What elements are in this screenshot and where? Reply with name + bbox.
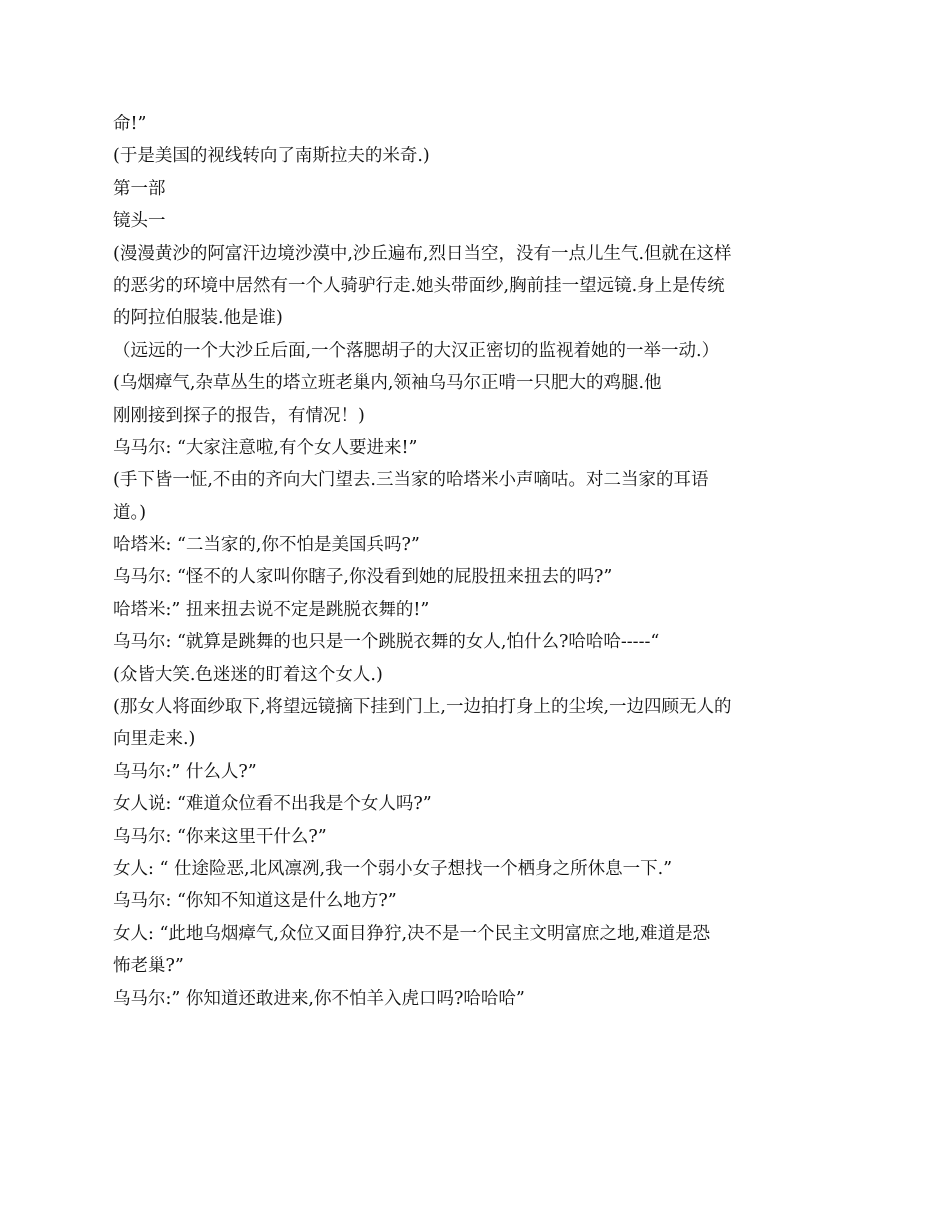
- text-line: 的恶劣的环境中居然有一个人骑驴行走.她头带面纱,胸前挂一望远镜.身上是传统: [113, 275, 725, 296]
- text-line: 乌马尔:” 你知道还敢进来,你不怕羊入虎口吗?哈哈哈”: [113, 988, 525, 1009]
- text-line: 乌马尔: “就算是跳舞的也只是一个跳脱衣舞的女人,怕什么?哈哈哈-----“: [113, 632, 660, 653]
- text-line: (那女人将面纱取下,将望远镜摘下挂到门上,一边拍打身上的尘埃,一边四顾无人的: [113, 697, 732, 718]
- text-line: 向里走来.): [113, 729, 196, 750]
- text-line: (手下皆一怔,不由的齐向大门望去.三当家的哈塔米小声嘀咕。对二当家的耳语: [113, 470, 709, 491]
- text-line: 乌马尔:” 什么人?”: [113, 761, 257, 782]
- text-line: 第一部: [113, 178, 166, 199]
- text-line: 命!”: [113, 114, 147, 134]
- text-line: 哈塔米: “二当家的,你不怕是美国兵吗?”: [113, 535, 420, 556]
- text-line: (众皆大笑.色迷迷的盯着这个女人.): [113, 664, 383, 685]
- text-line: （远远的一个大沙丘后面,一个落腮胡子的大汉正密切的监视着她的一举一动.）: [113, 340, 720, 361]
- text-line: 道。): [113, 502, 147, 523]
- text-line: (于是美国的视线转向了南斯拉夫的米奇.): [113, 146, 430, 167]
- text-line: 乌马尔: “大家注意啦,有个女人要进来!”: [113, 437, 418, 458]
- text-line: (乌烟瘴气,杂草丛生的塔立班老巢内,领袖乌马尔正啃一只肥大的鸡腿.他: [113, 373, 662, 394]
- text-line: 哈塔米:” 扭来扭去说不定是跳脱衣舞的!”: [113, 599, 430, 620]
- text-line: 刚刚接到探子的报告，有情况！): [113, 405, 365, 426]
- text-line: 怖老巢?”: [113, 956, 184, 977]
- text-line: 女人说: “难道众位看不出我是个女人吗?”: [113, 794, 432, 815]
- text-line: 乌马尔: “你知不知道这是什么地方?”: [113, 891, 397, 912]
- text-line: 女人: “此地乌烟瘴气,众位又面目狰狞,决不是一个民主文明富庶之地,难道是恐: [113, 923, 711, 944]
- text-line: (漫漫黄沙的阿富汗边境沙漠中,沙丘遍布,烈日当空，没有一点儿生气.但就在这样: [113, 243, 732, 264]
- text-line: 女人: “ 仕途险恶,北风凛冽,我一个弱小女子想找一个栖身之所休息一下.”: [113, 858, 673, 879]
- text-line: 的阿拉伯服装.他是谁): [113, 308, 283, 329]
- text-line: 乌马尔: “你来这里干什么?”: [113, 826, 327, 847]
- text-line: 乌马尔: “怪不的人家叫你瞎子,你没看到她的屁股扭来扭去的吗?”: [113, 567, 613, 588]
- text-line: 镜头一: [113, 211, 166, 232]
- script-text: [113, 108, 793, 1015]
